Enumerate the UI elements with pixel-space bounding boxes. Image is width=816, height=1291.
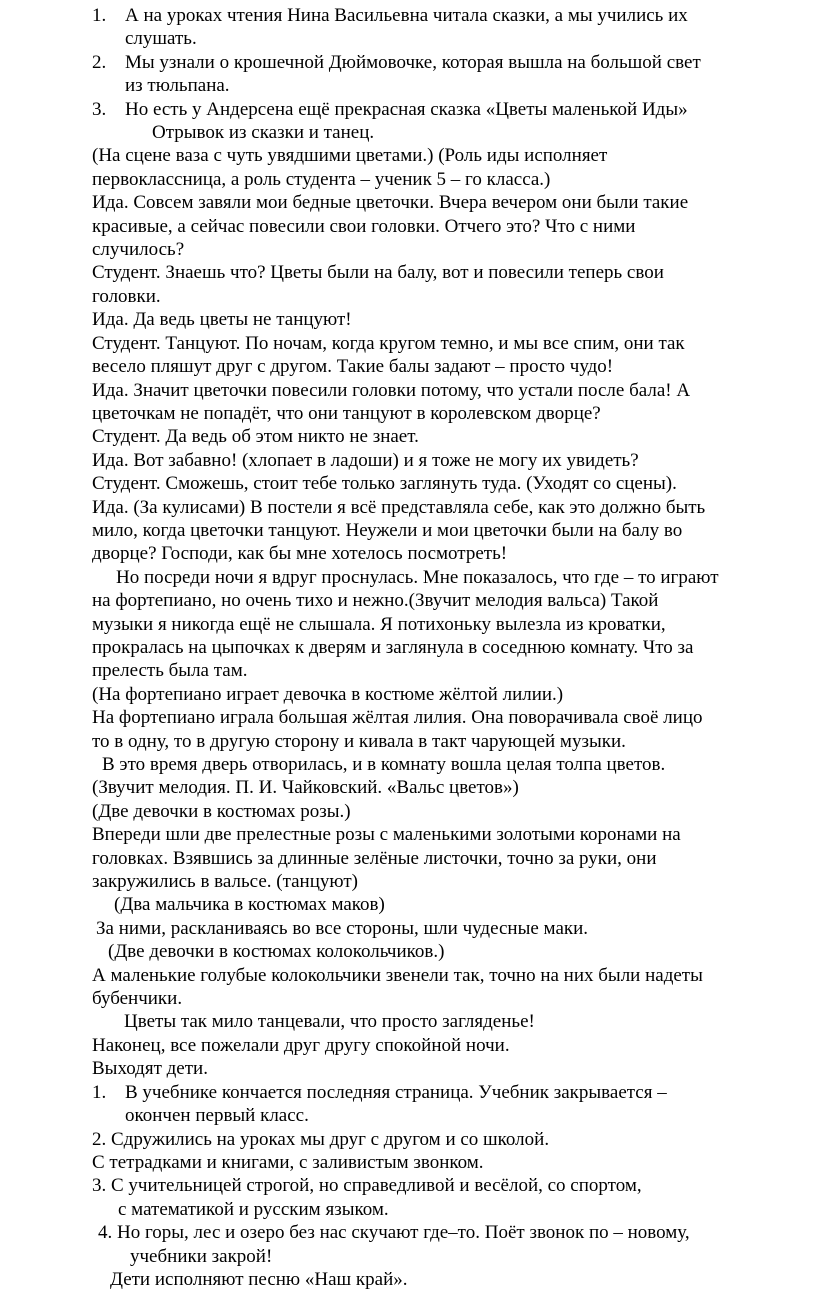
stage-direction: Выходят дети. xyxy=(92,1058,208,1080)
list-text: В учебнике кончается последняя страница. Учебник закрывается – окончен первый класс. xyxy=(125,1081,667,1127)
verse-line: 2. Сдружились на уроках мы друг с другом и со школой. xyxy=(92,1128,550,1150)
list-number: 1. xyxy=(92,1081,107,1103)
narration-paragraph: Наконец, все пожелали друг другу спокойной ночи. xyxy=(92,1034,510,1056)
intro-item-1 xyxy=(92,4,720,51)
narration-paragraph: А маленькие голубые колокольчики звенели так, точно на них были надеты бубенчики. xyxy=(92,964,703,1010)
list-text: Мы узнали о крошечной Дюймовочке, которая вышла на большой свет из тюльпана. xyxy=(125,51,701,97)
verse-line: С тетрадками и книгами, с заливистым звонком. xyxy=(92,1151,484,1173)
narration-paragraph: Цветы так мило танцевали, что просто загляденье! xyxy=(124,1011,535,1033)
dialogue-line: Ида. Совсем завяли мои бедные цветочки. Вчера вечером они были такие красивые, а сейчас повесили свои головки. Отчего это? Что с ними случилось? xyxy=(92,192,689,261)
stage-direction: (Звучит мелодия. П. И. Чайковский. «Вальс цветов») xyxy=(92,777,519,799)
narration-paragraph: Впереди шли две прелестные розы с маленькими золотыми коронами на головках. Взявшись за длинные зелёные листочки, точно за руки, они закружились в вальсе. (танцуют) xyxy=(92,824,681,893)
narration-paragraph: За ними, раскланиваясь во все стороны, шли чудесные маки. xyxy=(96,917,589,939)
list-number: 3. xyxy=(92,98,107,120)
narration-paragraph: Но посреди ночи я вдруг проснулась. Мне показалось, что где – то играют на фортепиано, но очень тихо и нежно.(Звучит мелодия вальса) Такой музыки я никогда ещё не слышала. Я потихоньку вылезла из кроватки, прокралась на цыпочках к дверям и заглянула в соседнюю комнату. Что за прелесть была там. xyxy=(92,566,719,682)
verse-line: с математикой и русским языком. xyxy=(118,1198,389,1220)
closing-item-1 xyxy=(92,1081,720,1128)
stage-direction: (На сцене ваза с чуть увядшими цветами.) (Роль иды исполняет первоклассница, а роль студента – ученик 5 – го класса.) xyxy=(92,145,608,190)
narration-paragraph: В это время дверь отворилась, и в комнату вошла целая толпа цветов. xyxy=(102,754,666,775)
list-text: А на уроках чтения Нина Васильевна читала сказки, а мы учились их слушать. xyxy=(125,5,688,50)
stage-direction: (Две девочки в костюмах розы.) xyxy=(92,800,351,822)
stage-direction: (Две девочки в костюмах колокольчиков.) xyxy=(108,941,445,963)
dialogue-line: Студент. Сможешь, стоит тебе только заглянуть туда. (Уходят со сцены). xyxy=(92,473,677,495)
list-number: 1. xyxy=(92,5,107,26)
dialogue-line: Ида. Да ведь цветы не танцуют! xyxy=(92,309,352,331)
list-text: Но есть у Андерсена ещё прекрасная сказка «Цветы маленькой Иды» xyxy=(125,98,688,120)
narration-paragraph: На фортепиано играла большая жёлтая лилия. Она поворачивала своё лицо то в одну, то в другую сторону и кивала в такт чарующей музыки. xyxy=(92,707,703,752)
dialogue-line: Ида. (За кулисами) В постели я всё представляла себе, как это должно быть мило, когда цветочки танцуют. Неужели и мои цветочки были на балу во дворце? Господи, как бы мне хотелось посмотреть! xyxy=(92,496,706,565)
stage-direction: (Два мальчика в костюмах маков) xyxy=(114,894,385,916)
verse-line: 3. С учительницей строгой, но справедливой и весёлой, со спортом, xyxy=(92,1175,642,1197)
stage-direction: (На фортепиано играет девочка в костюме жёлтой лилии.) xyxy=(92,683,564,705)
dialogue-line: Студент. Да ведь об этом никто не знает. xyxy=(92,426,419,448)
intro-item-2 xyxy=(92,51,720,98)
dialogue-line: Студент. Знаешь что? Цветы были на балу, вот и повесили теперь свои головки. xyxy=(92,262,664,307)
dialogue-line: Ида. Вот забавно! (хлопает в ладоши) и я тоже не могу их увидеть? xyxy=(92,449,639,471)
list-number: 2. xyxy=(92,51,107,73)
dialogue-line: Студент. Танцуют. По ночам, когда кругом темно, и мы все спим, они так весело пляшут друг с другом. Такие балы задают – просто чудо! xyxy=(92,332,685,378)
song-direction: Дети исполняют песню «Наш край». xyxy=(110,1268,408,1290)
verse-line: 4. Но горы, лес и озеро без нас скучают где–то. Поёт звонок по – новому, xyxy=(98,1222,690,1244)
intro-item-3 xyxy=(92,98,720,121)
verse-line: учебники закрой! xyxy=(130,1245,273,1267)
dialogue-line: Ида. Значит цветочки повесили головки потому, что устали после бала! А цветочкам не попадёт, что они танцуют в королевском дворце? xyxy=(92,379,691,424)
excerpt-heading: Отрывок из сказки и танец. xyxy=(152,122,375,144)
